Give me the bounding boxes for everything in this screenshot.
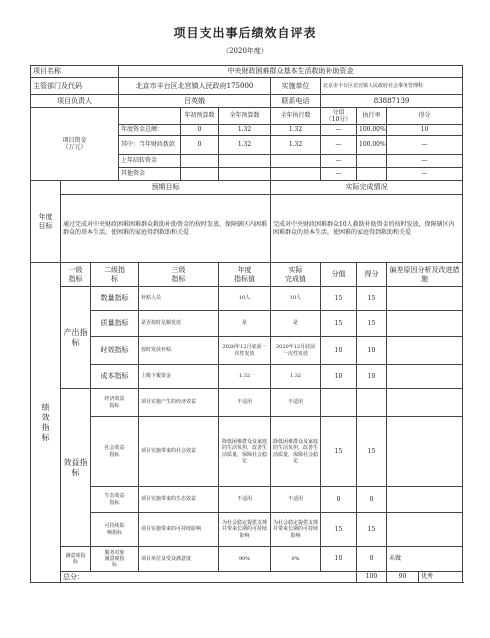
ind-header-target: 年度 指标值 — [219, 263, 271, 287]
indicator-row: 效益指 标 经济效益 指标 项目实施产生的经济效益 不适用 不适用 — [31, 389, 463, 417]
year-subtitle: （2020年度） — [222, 47, 268, 55]
ind-l1-satisfaction: 满意度指 标 — [61, 547, 91, 572]
evaluation-table — [30, 65, 463, 583]
unit-label: 实施单位 — [271, 78, 321, 95]
funds-row: 年度资金总额： 0 1.32 1.32 — 100.00% 10 — [31, 125, 463, 136]
goals-expected-header: 预期目标 — [61, 181, 271, 195]
funds-row: 其他资金 — — — [31, 168, 463, 181]
ind-header-reason: 偏差原因分析及改进措施 — [387, 263, 463, 287]
ind-header-actual: 实际 完成值 — [271, 263, 321, 287]
total-label: 总分： — [61, 572, 357, 583]
funds-header-full-budget: 全年预算数 — [219, 108, 271, 125]
ind-header-l1: 一级 指标 — [61, 263, 91, 287]
ind-header-l3: 三级 指标 — [139, 263, 219, 287]
goals-actual-header: 实际完成情况 — [271, 181, 463, 195]
ind-header-got: 得分 — [357, 263, 387, 287]
unit-value: 北京市丰台区北宫镇人民政府社会事务管理科 — [321, 78, 463, 95]
ind-l1-output: 产出指 标 — [61, 287, 91, 389]
phone-value: 83887139 — [321, 95, 463, 108]
ind-header-score: 分值 — [321, 263, 357, 287]
ind-l1-benefit: 效益指 标 — [61, 389, 91, 547]
phone-label: 联系电话 — [271, 95, 321, 108]
funds-row: 其中：当年财政拨款 0 1.32 1.32 — 100.00% — — [31, 136, 463, 155]
page-title: 项目支出事后绩效自评表 — [173, 26, 317, 40]
indicator-row: 产出指 标 数量指标 补贴人员 10人 10人 15 15 — [31, 287, 463, 311]
funds-header-budget: 年初预算数 — [181, 108, 219, 125]
funds-header-got: 得分 — [387, 108, 463, 125]
indicator-row: 时效指标 按时发放补贴 2020年12月底前一次性发放 2020年12月底前 一次性发放 10 10 — [31, 337, 463, 365]
dept-label: 主管部门及代码 — [31, 78, 119, 95]
indicator-row: 生态效益 指标 项目实施带来的生态效益 不适用 不适用 0 0 — [31, 487, 463, 513]
funds-row: 上年结转资金 — — — [31, 155, 463, 168]
project-name: 中央财政困难群众基本生活救助补助资金 — [119, 66, 463, 78]
funds-label: 项目资金 （万元） — [31, 108, 119, 181]
leader-label: 项目负责人 — [31, 95, 119, 108]
indicators-side-label: 绩 效 指 标 — [31, 263, 61, 583]
project-name-label: 项目名称 — [31, 66, 119, 78]
indicator-row: 满意度指 标 服务对象 满意度指 标 项目单位及受众满意度 90% 0% 10 0 未做 — [31, 547, 463, 572]
total-grade: 优秀 — [419, 572, 463, 583]
funds-header-score: 分值 （10分） — [321, 108, 357, 125]
funds-header-rate: 执行率 — [357, 108, 387, 125]
total-score: 100 — [357, 572, 387, 583]
indicator-row: 成本指标 上级下拨资金 1.32 1.32 10 10 — [31, 365, 463, 389]
funds-header-executed: 全年执行数 — [271, 108, 321, 125]
goals-actual-text: 完成对中央财政困难群众10人救助补助资金的按时发放，保障辖区内困难群众的基本生活，使困难的家庭得到救助和关爱 — [271, 195, 463, 263]
total-got: 90 — [387, 572, 419, 583]
goals-expected-text: 通过完成对中央财政困难困难群众救助补助资金的按时发放，保障辖区内困难群众的基本生活，使困难的家庭得到救助和关爱 — [61, 195, 271, 263]
indicator-row: 可持续影 响指标 项目实施带来的可持续影响 为社会稳定提供支撑并带来长期的可持续影响 为社会稳定提供支撑并带来长期的可持续影响 15 15 — [31, 513, 463, 547]
ind-header-l2: 二级指 标 — [91, 263, 139, 287]
indicator-row: 质量指标 是否按时足额发放 是 是 15 15 — [31, 311, 463, 337]
goals-label: 年度 目标 — [31, 181, 61, 263]
indicator-row: 社会效益 指标 项目实施带来的社会效益 降低困难群众及家庭的生活负担，改善生活质量，保障社会稳定 降低困难群众及家庭的生活负担，改善生活质量，保障社会稳定 15 15 — [31, 417, 463, 487]
dept-value: 北京市丰台区北宫镇人民政府175000 — [119, 78, 271, 95]
leader-value: 吕英娥 — [119, 95, 271, 108]
